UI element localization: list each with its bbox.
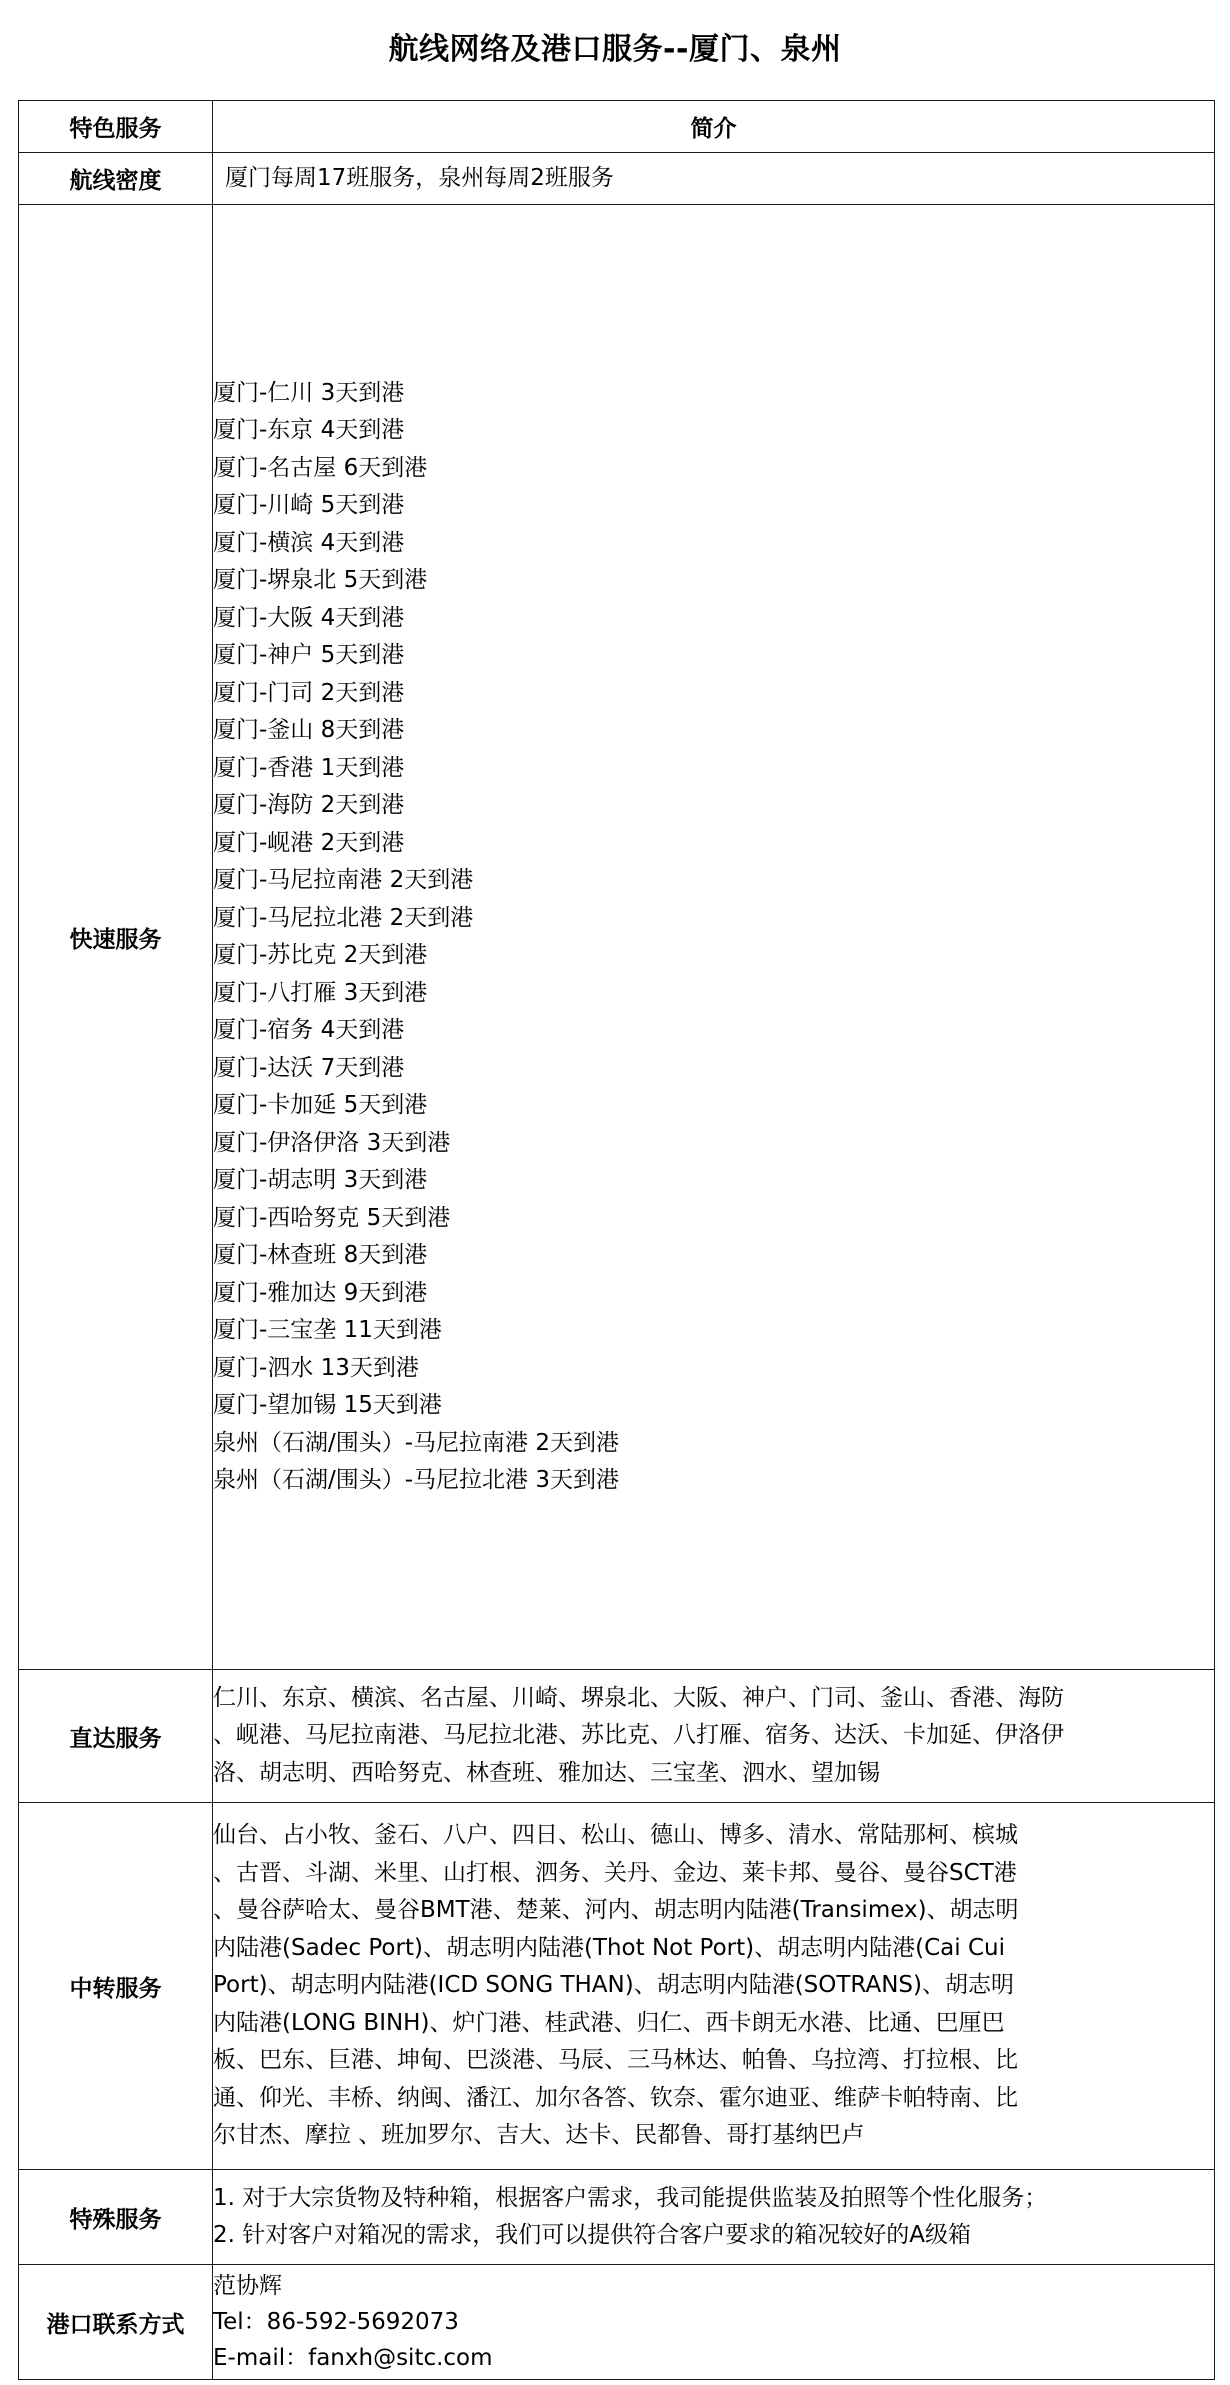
express-route: 厦门-香港 1天到港 <box>213 754 405 781</box>
transfer-line: 仙台、占小牧、釜石、八户、四日、松山、德山、博多、清水、常陆那柯、槟城 <box>213 1822 1018 1849</box>
express-route: 厦门-宿务 4天到港 <box>213 1017 405 1043</box>
express-route: 厦门-泗水 13天到港 <box>213 1354 419 1381</box>
contact-name: 范协辉 <box>213 2273 282 2299</box>
label-route-density: 航线密度 <box>19 153 213 205</box>
express-route: 厦门-雅加达 9天到港 <box>213 1279 428 1306</box>
express-route: 厦门-林查班 8天到港 <box>213 1242 428 1268</box>
express-route: 厦门-望加锡 15天到港 <box>213 1392 442 1418</box>
transfer-line: 、曼谷萨哈太、曼谷BMT港、楚莱、河内、胡志明内陆港(Transimex)、胡志明 <box>213 1897 1019 1924</box>
label-transfer-service: 中转服务 <box>19 1803 213 2170</box>
express-route: 厦门-海防 2天到港 <box>213 792 405 818</box>
express-route: 厦门-岘港 2天到港 <box>213 829 405 856</box>
label-special-service: 特殊服务 <box>19 2170 213 2265</box>
transfer-service-text <box>213 1803 1215 2170</box>
transfer-line: 内陆港(Sadec Port)、胡志明内陆港(Thot Not Port)、胡志明内陆港(Cai Cui <box>213 1934 1005 1961</box>
direct-line: 、岘港、马尼拉南港、马尼拉北港、苏比克、八打雁、宿务、达沃、卡加延、伊洛伊 <box>213 1722 1064 1749</box>
express-route: 厦门-名古屋 6天到港 <box>213 454 428 481</box>
row-transfer-service <box>19 1803 1215 2170</box>
row-special-service <box>19 2170 1215 2265</box>
row-port-contact <box>19 2265 1215 2380</box>
label-direct-service: 直达服务 <box>19 1670 213 1803</box>
express-route: 厦门-堺泉北 5天到港 <box>213 567 428 593</box>
special-line: 1. 对于大宗货物及特种箱，根据客户需求，我司能提供监装及拍照等个性化服务； <box>213 2184 1048 2211</box>
express-route: 厦门-三宝垄 11天到港 <box>213 1317 442 1343</box>
express-route: 厦门-川崎 5天到港 <box>213 492 405 518</box>
express-route: 厦门-西哈努克 5天到港 <box>213 1204 451 1231</box>
express-route: 厦门-伊洛伊洛 3天到港 <box>213 1129 451 1156</box>
table-header-row <box>19 101 1215 153</box>
express-route: 厦门-横滨 4天到港 <box>213 529 405 556</box>
row-route-density <box>19 153 1215 205</box>
express-route: 厦门-苏比克 2天到港 <box>213 942 428 968</box>
direct-line: 仁川、东京、横滨、名古屋、川崎、堺泉北、大阪、神户、门司、釜山、香港、海防 <box>213 1684 1064 1711</box>
port-contact-info <box>213 2265 1215 2380</box>
header-description: 简介 <box>213 101 1215 153</box>
route-density-text: 厦门每周17班服务，泉州每周2班服务 <box>213 153 1215 205</box>
express-route: 泉州（石湖/围头）-马尼拉北港 3天到港 <box>213 1467 619 1493</box>
label-port-contact: 港口联系方式 <box>19 2265 213 2380</box>
row-direct-service <box>19 1670 1215 1803</box>
contact-phone: Tel：86-592-5692073 <box>213 2309 459 2335</box>
special-service-text <box>213 2170 1215 2265</box>
express-route: 泉州（石湖/围头）-马尼拉南港 2天到港 <box>213 1429 619 1456</box>
express-route: 厦门-马尼拉南港 2天到港 <box>213 867 474 893</box>
express-route: 厦门-仁川 3天到港 <box>213 379 405 406</box>
transfer-line: 尔甘杰、摩拉 、班加罗尔、吉大、达卡、民都鲁、哥打基纳巴卢 <box>213 2122 865 2149</box>
express-route: 厦门-马尼拉北港 2天到港 <box>213 904 474 931</box>
express-route: 厦门-大阪 4天到港 <box>213 604 405 631</box>
row-express-service <box>19 205 1215 1670</box>
express-route: 厦门-胡志明 3天到港 <box>213 1167 428 1193</box>
express-route: 厦门-釜山 8天到港 <box>213 717 405 743</box>
express-route: 厦门-卡加延 5天到港 <box>213 1092 428 1118</box>
service-table <box>18 100 1215 2380</box>
direct-line: 洛、胡志明、西哈努克、林查班、雅加达、三宝垄、泗水、望加锡 <box>213 1759 880 1786</box>
transfer-line: 通、仰光、丰桥、纳闽、潘江、加尔各答、钦奈、霍尔迪亚、维萨卡帕特南、比 <box>213 2084 1018 2111</box>
document-title: 航线网络及港口服务--厦门、泉州 <box>388 32 842 67</box>
express-route: 厦门-门司 2天到港 <box>213 679 405 706</box>
transfer-line: 内陆港(LONG BINH)、炉门港、桂武港、归仁、西卡朗无水港、比通、巴厘巴 <box>213 2009 1005 2036</box>
label-express-service: 快速服务 <box>19 205 213 1670</box>
transfer-line: 板、巴东、巨港、坤甸、巴淡港、马辰、三马林达、帕鲁、乌拉湾、打拉根、比 <box>213 2047 1018 2074</box>
special-line: 2. 针对客户对箱况的需求，我们可以提供符合客户要求的箱况较好的A级箱 <box>213 2222 971 2248</box>
transfer-line: 、古晋、斗湖、米里、山打根、泗务、关丹、金边、莱卡邦、曼谷、曼谷SCT港 <box>213 1859 1017 1886</box>
express-route: 厦门-八打雁 3天到港 <box>213 979 428 1006</box>
express-route: 厦门-神户 5天到港 <box>213 642 405 668</box>
header-feature: 特色服务 <box>19 101 213 153</box>
express-route: 厦门-达沃 7天到港 <box>213 1054 405 1081</box>
express-route-list <box>213 205 1215 1670</box>
direct-service-text <box>213 1670 1215 1803</box>
express-route: 厦门-东京 4天到港 <box>213 417 405 443</box>
transfer-line: Port)、胡志明内陆港(ICD SONG THAN)、胡志明内陆港(SOTRANS)、胡志明 <box>213 1972 1014 1999</box>
contact-email[interactable]: E-mail：fanxh@sitc.com <box>213 2345 493 2371</box>
